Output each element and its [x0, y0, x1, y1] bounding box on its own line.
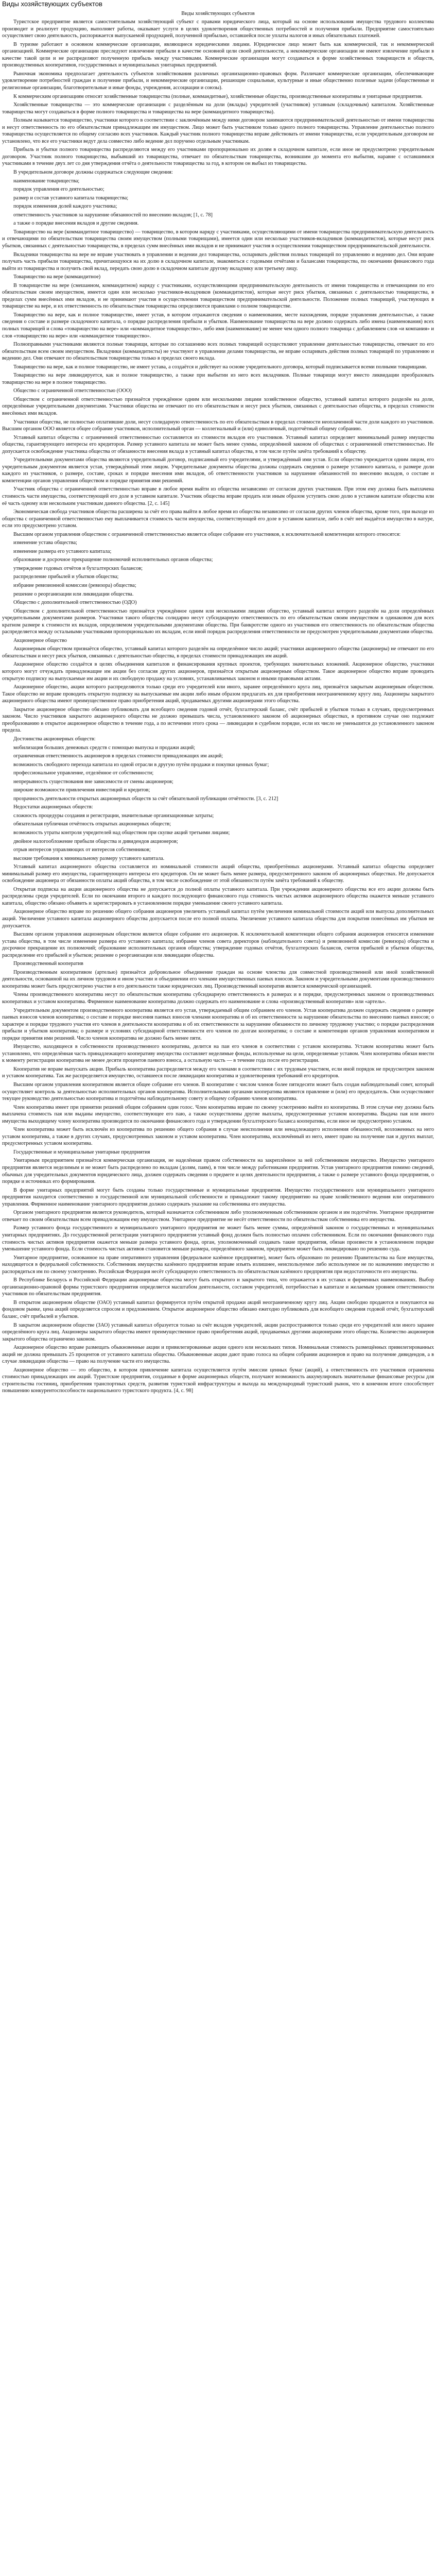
paragraph: Производственный кооператив [13, 961, 83, 967]
paragraph: двойное налогообложение прибыли общества и дивидендов акционеров; [13, 838, 178, 844]
paragraph: образование и досрочное прекращение полномочий исполнительных органов общества; [13, 557, 213, 563]
paragraph: Производственным кооперативом (артелью) признаётся добровольное объединение граждан на основе членства для совместной производственной или иной хозяйственной деятельности, основанной на их личном трудовом и ином участии и объединении его членами имущественных паевых взносов. Законом и учредительными документами производственного кооператива может быть предусмотрено участие в его деятельности также юридических лиц. Производственный кооператив является коммерческой организацией. [2, 969, 434, 989]
paragraph: решение о реорганизации или ликвидации общества. [13, 591, 134, 597]
paragraph: Обществом с ограниченной ответственностью признаётся учреждённое одним или несколькими лицами хозяйственное общество, уставный капитал которого разделён на доли, определённые учредительными документами. Участники общества не отвечают по его обязательствам и несут риск убытков, связанных с деятельностью общества, в пределах стоимости внесённых ими вкладов. [2, 396, 434, 416]
paragraph: Туристское предприятие является самостоятельным хозяйствующий субъект с правами юридического лица, который на основе использования имущества трудового коллектива производит и реализует продукцию, выполняет работы, оказывает услуги в целях удовлетворения общественных потребностей и получения прибыли. Предприятие самостоятельно осуществляет свою деятельность, распоряжается выпускаемой продукцией, полученной прибылью, оставшейся после уплаты налогов и иных обязательных платежей. [2, 19, 434, 39]
paragraph: Акционерное общество, акции которого распределяются только среди его учредителей или иного, заранее определённого круга лиц, признаётся закрытым акционерным обществом. Такое общество не вправе проводить открытую подписку на выпускаемые им акции либо иным образом предлагать их для приобретения неограниченному кругу лиц. Акционеры закрытого акционерного общества имеют преимущественное право приобретения акций, продаваемых другими акционерами этого общества. [2, 684, 434, 704]
paragraph: Органом унитарного предприятия является руководитель, который назначается собственником либо уполномоченным собственником органом и им подотчётен. Унитарное предприятие отвечает по своим обязательствам всем принадлежащим ему имуществом. Унитарное предприятие не несёт ответственности по обязательствам собственника его имущества. [2, 1210, 434, 1223]
paragraph: возможность утраты контроля учредителей над обществом при скупке акций третьими лицами; [13, 829, 230, 836]
paragraph: утверждение годовых отчётов и бухгалтерских балансов; [13, 565, 143, 571]
paragraph: Товарищество на вере, как и полное товарищество, имеет устав, в котором отражаются сведения о наименовании, месте нахождения, порядке управления деятельностью, а также сведения о составе и размере складочного капитала, о порядке распределения прибыли и убытков. Наименование товарищества на вере должно содержать либо имена (наименования) всех полных товарищей и слова «товарищество на вере» или «коммандитное товарищество», либо имя (наименование) не менее чем одного полного товарища с добавлением слов «и компания» и слов «товарищество на вере» или «коммандитное товарищество». [2, 312, 434, 339]
paragraph: Акционерное общество [13, 637, 67, 643]
paragraph: Акционерное общество — это общество, в котором привлечение капитала осуществляется путём эмиссии ценных бумаг (акций), а ответственность его участников ограничена стоимостью принадлежащих им акций. Туристские предприятия, созданные в форме акционерных обществ, получают возможность аккумулировать значительные финансовые ресурсы для строительства гостиниц, приобретения транспортных средств, развития туристской инфраструктуры и выхода на международный туристский рынок, что в конечном итоге способствует повышению конкурентоспособности национального туристского продукта. [4, с. 98] [2, 1367, 434, 1394]
paragraph: прозрачность деятельности открытых акционерных обществ за счёт обязательной публикации отчётности. [3, с. 212] [13, 795, 278, 802]
paragraph: непрерывность существования вне зависимости от смены акционеров; [13, 778, 173, 785]
paragraph: широкие возможности привлечения инвестиций и кредитов; [13, 787, 150, 793]
paragraph: изменение размера его уставного капитала; [13, 548, 112, 554]
page-title: Виды хозяйствующих субъектов [2, 0, 102, 8]
paragraph: Высшим органом управления обществом с ограниченной ответственностью является общее собрание его участников, к исключительной компетенции которого относятся: [13, 531, 401, 537]
paragraph: В закрытом акционерном обществе (ЗАО) уставный капитал образуется только за счёт вкладов учредителей, акции распространяются только среди его учредителей или иного заранее определённого круга лиц. Акционеры закрытого общества имеют преимущественное право приобретения акций, продаваемых другими акционерами этого общества. Количество акционеров закрытого общества ограничено законом. [2, 1322, 434, 1342]
paragraph: К коммерческим организациям относят хозяйственные товарищества (полные, коммандитные), хозяйственные общества, производственные кооперативы и унитарные предприятия. [13, 93, 423, 99]
paragraph: Хозяйственные товарищества — это коммерческие организации с разделённым на доли (вклады) учредителей (участников) уставным (складочным) капиталом. Хозяйственные товарищества могут создаваться в форме полного товарищества и товарищества на вере (коммандитного товарищества). [2, 102, 434, 115]
paragraph: Акционерным обществом признаётся общество, уставный капитал которого разделён на определённое число акций; участники акционерного общества (акционеры) не отвечают по его обязательствам и несут риск убытков, связанных с деятельностью общества, в пределах стоимости принадлежащих им акций. [2, 646, 434, 659]
paragraph: Участник общества с ограниченной ответственностью вправе в любое время выйти из общества независимо от согласия других участников. При этом ему должна быть выплачена стоимость части имущества, соответствующей его доле в уставном капитале. Участник общества вправе продать или иным образом уступить свою долю в уставном капитале общества или её часть одному или нескольким участникам данного общества. [2, с. 145] [2, 486, 434, 506]
paragraph: Акционерное общество вправе размещать обыкновенные акции и привилегированные акции одного или нескольких типов. Номинальная стоимость размещённых привилегированных акций не должна превышать 25 процентов от уставного капитала общества. Обыкновенные акции дают право голоса на общем собрании акционеров и право на получение дивидендов, а в случае ликвидации общества — право на получение части его имущества. [2, 1345, 434, 1365]
paragraph: Экономическая свобода участников общества расширена за счёт его права выйти в любое время из общества независимо от согласия других членов общества, кроме того, при выходе из общества с ограниченной ответственностью ему выплачивается стоимость части имущества, соответствующей его доле в уставном капитале, либо в счёт неё выдаётся имущество в натуре, если это предусмотрено уставом. [2, 509, 434, 529]
paragraph: В форме унитарных предприятий могут быть созданы только государственные и муниципальные предприятия. Имущество государственного или муниципального унитарного предприятия находится соответственно в государственной или муниципальной собственности и принадлежит такому предприятию на праве хозяйственного ведения или оперативного управления. Фирменное наименование унитарного предприятия должно содержать указание на собственника его имущества. [2, 1187, 434, 1207]
paragraph: Унитарное предприятие, основанное на праве оперативного управления (федеральное казённое предприятие), может быть образовано по решению Правительства на базе имущества, находящегося в федеральной собственности. Собственник имущества казённого предприятия вправе изъять излишнее, неиспользуемое либо используемое не по назначению имущество и распорядиться им по своему усмотрению. Российская Федерация несёт субсидиарную ответственность по обязательствам казённого предприятия при недостаточности его имущества. [2, 1255, 434, 1275]
paragraph: ответственность участников за нарушение обязанностей по внесению вкладов; [1, с. 78] [13, 212, 213, 218]
paragraph: Участники общества, не полностью оплатившие доли, несут солидарную ответственность по его обязательствам в пределах стоимости неоплаченной части доли каждого из участников. Высшим органом ООО является общее собрание участников, исполнительный орган — коллегиальный и (или) единоличный, подотчётный общему собранию. [2, 419, 434, 432]
paragraph: Члены производственного кооператива несут по обязательствам кооператива субсидиарную ответственность в размерах и в порядке, предусмотренных законом о производственных кооперативах и уставом кооператива. Фирменное наименование кооператива должно содержать его наименование и слова «производственный кооператив» или «артель». [2, 992, 434, 1005]
paragraph: В открытом акционерном обществе (ОАО) уставный капитал формируется путём открытой продажи акций неограниченному кругу лиц. Акции свободно продаются и покупаются на фондовом рынке, цена акций определяется спросом и предложением. Открытое акционерное общество обязано ежегодно публиковать для всеобщего сведения годовой отчёт, бухгалтерский баланс, счёт прибылей и убытков. [2, 1299, 434, 1319]
article-subtitle: Виды хозяйствующих субъектов [181, 10, 255, 16]
paragraph: Недостатки акционерных обществ: [13, 804, 93, 810]
paragraph: Акционерное общество создаётся в целях объединения капиталов и финансирования крупных проектов, требующих значительных вложений. Акционерное общество, участники которого могут отчуждать принадлежащие им акции без согласия других акционеров, признаётся открытым акционерным обществом. Такое акционерное общество вправе проводить открытую подписку на выпускаемые им акции и их свободную продажу на условиях, устанавливаемых законом и иными правовыми актами. [2, 662, 434, 682]
paragraph: Закрытое акционерное общество обязано публиковать для всеобщего сведения годовой отчёт, бухгалтерский баланс, счёт прибылей и убытков только в случаях, предусмотренных законом. Число участников закрытого акционерного общества не должно превышать числа, установленного законом об акционерных обществах, в противном случае оно подлежит преобразованию в открытое акционерное общество в течение года, а по истечении этого срока — ликвидации в судебном порядке, если их число не уменьшится до установленного законом предела. [2, 706, 434, 734]
paragraph: Акционерное общество вправе по решению общего собрания акционеров увеличить уставный капитал путём увеличения номинальной стоимости акций или выпуска дополнительных акций. Увеличение уставного капитала акционерного общества допускается после его полной оплаты. Увеличение уставного капитала общества для покрытия понесённых им убытков не допускается. [2, 909, 434, 929]
paragraph: Товарищество на вере (коммандитное товарищество) — товарищество, в котором наряду с участниками, осуществляющими от имени товарищества предпринимательскую деятельность и отвечающими по обязательствам товарищества своим имуществом (полными товарищами), имеется один или несколько участников-вкладчиков (коммандитистов), которые несут риск убытков, связанных с деятельностью товарищества, в пределах сумм внесённых ими вкладов и не принимают участия в осуществлении товариществом предпринимательской деятельности. [2, 229, 434, 249]
paragraph: Вкладчики товарищества на вере не вправе участвовать в управлении и ведении дел товарищества, оспаривать действия полных товарищей по управлению и ведению дел. Они вправе получать часть прибыли товарищества, причитающуюся на их долю в складочном капитале, знакомиться с годовыми отчётами и балансами товарищества, по окончании финансового года выйти из товарищества и получить свой вклад, передать свою долю в складочном капитале другому вкладчику или третьему лицу. [2, 251, 434, 272]
paragraph: Унитарным предприятием признаётся коммерческая организация, не наделённая правом собственности на закреплённое за ней собственником имущество. Имущество унитарного предприятия является неделимым и не может быть распределено по вкладам (долям, паям), в том числе между работниками предприятия. Устав унитарного предприятия помимо сведений, обычных для учредительных документов юридического лица, должен содержать сведения о предмете и целях деятельности предприятия, а также о размере уставного фонда предприятия, о порядке и источниках его формирования. [2, 1158, 434, 1185]
paragraph: распределение прибылей и убытков общества; [13, 574, 119, 580]
paragraph: Товарищество на вере, как и полное товарищество, не имеет устава, а создаётся и действует на основе учредительного договора, который подписывается всеми полными товарищами. [13, 364, 427, 370]
paragraph: обязательная публичная отчётность открытых акционерных обществ; [13, 821, 171, 827]
paragraph: Член кооператива может быть исключён из кооператива по решению общего собрания в случае неисполнения или ненадлежащего исполнения обязанностей, возложенных на него уставом кооператива, а также в других случаях, предусмотренных законом и уставом кооператива. Член кооператива, исключённый из него, имеет право на получение пая и других выплат, предусмотренных уставом кооператива. [2, 1127, 434, 1147]
paragraph: Размер уставного фонда государственного и муниципального унитарного предприятия не может быть менее суммы, определённой законом о государственных и муниципальных унитарных предприятиях. До государственной регистрации унитарного предприятия уставный фонд должен быть полностью оплачен собственником. Если по окончании финансового года стоимость чистых активов предприятия окажется меньше размера уставного фонда, орган, уполномоченный создавать такие предприятия, обязан произвести в установленном порядке уменьшение уставного фонда. Если стоимость чистых активов становится меньше размера, определённого законом, предприятие может быть ликвидировано по решению суда. [2, 1225, 434, 1252]
paragraph: Государственные и муниципальные унитарные предприятия [13, 1149, 150, 1155]
paragraph: Товарищество на вере (коммандитное) [13, 274, 101, 280]
paragraph: Имущество, находящееся в собственности производственного кооператива, делится на паи его членов в соответствии с уставом кооператива. Уставом кооператива может быть установлено, что определённая часть принадлежащего кооперативу имущества составляет неделимые фонды, используемые на цели, определяемые уставом. Член кооператива обязан внести к моменту регистрации кооператива не менее десяти процентов паевого взноса, а остальную часть — в течение года после его регистрации. [2, 1044, 434, 1064]
paragraph: Полным называется товарищество, участники которого в соответствии с заключённым между ними договором занимаются предпринимательской деятельностью от имени товарищества и несут ответственность по его обязательствам принадлежащим им имуществом. Лицо может быть участником только одного полного товарищества. Управление деятельностью полного товарищества осуществляется по общему согласию всех участников. Каждый участник полного товарищества вправе действовать от имени товарищества, если учредительным договором не установлено, что все его участники ведут дела совместно либо ведение дел поручено отдельным участникам. [2, 117, 434, 144]
paragraph: Уставный капитал общества с ограниченной ответственностью составляется из стоимости вкладов его участников. Уставный капитал определяет минимальный размер имущества общества, гарантирующего интересы его кредиторов. Размер уставного капитала не может быть менее суммы, определённой законом об обществах с ограниченной ответственностью. Не допускается освобождение участника общества от обязанности внесения вклада в уставный капитал общества, в том числе путём зачёта требований к обществу. [2, 434, 434, 454]
paragraph: Уставный капитал акционерного общества составляется из номинальной стоимости акций общества, приобретённых акционерами. Уставный капитал общества определяет минимальный размер его имущества, гарантирующего интересы его кредиторов. Он не может быть менее размера, предусмотренного законом об акционерных обществах. Не допускается освобождение акционера от обязанности оплаты акций общества, в том числе освобождение от этой обязанности путём зачёта требований к обществу. [2, 864, 434, 884]
paragraph: В Республике Беларусь и Российской Федерации акционерные общества могут быть открытого и закрытого типа, что отражается в их уставах и фирменных наименованиях. Выбор организационно-правовой формы туристского предприятия определяется масштабом деятельности, составом учредителей, потребностью в капитале и желаемым уровнем ответственности участников по обязательствам предприятия. [2, 1277, 434, 1297]
paragraph: изменение устава общества; [13, 540, 77, 546]
paragraph: Кооператив не вправе выпускать акции. Прибыль кооператива распределяется между его членами в соответствии с их трудовым участием, если иной порядок не предусмотрен законом и уставом кооператива. Так же распределяется имущество, оставшееся после ликвидации кооператива и удовлетворения требований его кредиторов. [2, 1066, 434, 1079]
paragraph: наименование товарищества; [13, 178, 80, 184]
paragraph: высокие требования к минимальному размеру уставного капитала. [13, 855, 165, 861]
paragraph: а также о порядке внесения вкладов и другие сведения. [13, 221, 139, 227]
paragraph: В товариществе на вере (смешанном, коммандитном) наряду с участниками, осуществляющими предпринимательскую деятельность от имени товарищества и отвечающими по его обязательствам своим имуществом, имеется один или несколько участников-вкладчиков (коммандитистов), которые несут риск убытков, связанных с деятельностью товарищества, в пределах сумм внесённых ими вкладов, и не принимают участия в осуществлении товариществом предпринимательской деятельности. Положение полных товарищей, участвующих в товариществе на вере, и их ответственность по обязательствам товарищества определяются правилами о полном товариществе. [2, 282, 434, 310]
paragraph: ограниченная ответственность акционеров в пределах стоимости принадлежащих им акций; [13, 753, 223, 759]
paragraph: возможность свободного перехода капитала из одной отрасли в другую путём продажи и покупки ценных бумаг; [13, 761, 269, 768]
paragraph: Высшим органом управления кооперативом является общее собрание его членов. В кооперативе с числом членов более пятидесяти может быть создан наблюдательный совет, который осуществляет контроль за деятельностью исполнительных органов кооператива. Исполнительными органами кооператива являются правление и (или) его председатель. Они осуществляют текущее руководство деятельностью кооператива и подотчётны наблюдательному совету и общему собранию членов кооператива. [2, 1082, 434, 1102]
paragraph: Учредительным документом производственного кооператива является его устав, утверждаемый общим собранием его членов. Устав кооператива должен содержать сведения о размере паевых взносов членов кооператива; о составе и порядке внесения паевых взносов членами кооператива и об их ответственности за нарушение обязательства по внесению паевых взносов; о характере и порядке трудового участия его членов в деятельности кооператива и об их ответственности за нарушение обязанности по личному трудовому участию; о порядке распределения прибыли и убытков кооператива; о размере и условиях субсидиарной ответственности его членов по долгам кооператива; о составе и компетенции органов управления кооперативом и порядке принятия ими решений. Число членов кооператива не должно быть менее пяти. [2, 1007, 434, 1041]
paragraph: Общество с дополнительной ответственностью (ОДО) [13, 600, 137, 606]
paragraph: избрание ревизионной комиссии (ревизора) общества; [13, 583, 136, 589]
article-body [2, 19, 434, 1395]
paragraph: порядок изменения долей каждого участника; [13, 204, 117, 210]
paragraph: отрыв интересов управляющих от интересов собственников; [13, 847, 151, 853]
paragraph: Товарищество на вере ликвидируется, как и полное товарищество, а также при выбытии из него всех вкладчиков. Полные товарищи могут вместо ликвидации преобразовать товарищество на вере в полное товарищество. [2, 372, 434, 385]
paragraph: Рыночная экономика предполагает деятельность субъектов хозяйствования различных организационно-правовых форм. Различают коммерческие организации, обеспечивающие удовлетворение потребностей граждан и получение прибыли, и некоммерческие организации, решающие социальные, культурные и иные общественно полезные задачи (общественные и религиозные организации, благотворительные и иные фонды, учреждения, ассоциации и союзы). [2, 71, 434, 91]
paragraph: размер и состав уставного капитала товарищества; [13, 195, 129, 201]
paragraph: В учредительном договоре должны содержаться следующие сведения: [13, 170, 173, 176]
paragraph: профессиональное управление, отделённое от собственности; [13, 770, 154, 776]
paragraph: сложность процедуры создания и регистрации, значительные организационные затраты; [13, 812, 214, 819]
paragraph: Достоинства акционерных обществ: [13, 736, 96, 742]
paragraph: В туризме работают в основном коммерческие организации, являющиеся юридическими лицами. Юридическое лицо может быть как коммерческой, так и некоммерческой организацией. Коммерческие организации преследуют извлечение прибыли в качестве основной цели своей деятельности, а некоммерческие организации не имеют извлечение прибыли в качестве такой цели и не распределяют полученную прибыль между участниками. Коммерческие организации могут создаваться в форме хозяйственных товариществ и обществ, производственных кооперативов, государственных и муниципальных унитарных предприятий. [2, 41, 434, 69]
paragraph: порядок управления его деятельностью; [13, 187, 104, 193]
paragraph: Член кооператива имеет при принятии решений общим собранием один голос. Член кооператива вправе по своему усмотрению выйти из кооператива. В этом случае ему должна быть выплачена стоимость пая или выданы имущество, соответствующее его паю, а также осуществлены другие выплаты, предусмотренные уставом кооператива. Выдача пая или иного имущества выходящему члену кооператива производится по окончании финансового года и утверждении бухгалтерского баланса кооператива, если иное не предусмотрено уставом. [2, 1104, 434, 1124]
paragraph: Высшим органом управления акционерным обществом является общее собрание его акционеров. К исключительной компетенции общего собрания акционеров относятся изменение устава общества, в том числе изменение размера его уставного капитала; избрание членов совета директоров (наблюдательного совета) и ревизионной комиссии (ревизора) общества и досрочное прекращение их полномочий; образование исполнительных органов общества; утверждение годовых отчётов, бухгалтерских балансов, счетов прибылей и убытков общества, распределение его прибылей и убытков; решение о реорганизации или ликвидации общества. [2, 931, 434, 958]
paragraph: мобилизация больших денежных средств с помощью выпуска и продажи акций; [13, 744, 196, 751]
paragraph: Полноправными участниками являются полные товарищи, которые по соглашению всех полных товарищей осуществляют управление деятельностью товарищества, отвечают по его обязательствам всем своим имуществом. Вкладчики (коммандитисты) не участвуют в управлении делами товарищества, не вправе оспаривать действия полных товарищей по управлению и ведению дел. Они отвечают по обязательствам товарищества только в пределах своего вклада. [2, 342, 434, 362]
paragraph: Открытая подписка на акции акционерного общества не допускается до полной оплаты уставного капитала. При учреждении акционерного общества все его акции должны быть распределены среди учредителей. Если по окончании второго и каждого последующего финансового года стоимость чистых активов акционерного общества окажется меньше уставного капитала, общество обязано объявить и зарегистрировать в установленном порядке уменьшение своего уставного капитала. [2, 886, 434, 906]
paragraph: Учредительными документами общества являются учредительный договор, подписанный его учредителями, и утверждённый ими устав. Если общество учреждается одним лицом, его учредительным документом является устав, утверждённый этим лицом. Учредительные документы общества должны содержать сведения о размере уставного капитала, о размере доли каждого из участников, о размере, составе, сроках и порядке внесения ими вкладов, об ответственности участников за нарушение обязанностей по внесению вкладов, о составе и компетенции органов управления обществом и порядке принятия ими решений. [2, 457, 434, 484]
paragraph: Прибыль и убытки полного товарищества распределяются между его участниками пропорционально их долям в складочном капитале, если иное не предусмотрено учредительным договором. Участник полного товарищества, выбывший из товарищества, отвечает по обязательствам товарищества, возникшим до момента его выбытия, наравне с оставшимися участниками в течение двух лет со дня утверждения отчёта о деятельности товарищества за год, в котором он выбыл из товарищества. [2, 147, 434, 167]
paragraph: Обществом с дополнительной ответственностью признаётся учреждённое одним или несколькими лицами общество, уставный капитал которого разделён на доли определённых учредительными документами размеров. Участники такого общества солидарно несут субсидиарную ответственность по его обязательствам своим имуществом в одинаковом для всех кратном размере к стоимости их вкладов, определяемом учредительными документами общества. При банкротстве одного из участников его ответственность по обязательствам общества распределяется между остальными участниками пропорционально их вкладам, если иной порядок распределения ответственности не предусмотрен учредительными документами общества. [2, 608, 434, 635]
paragraph: Общество с ограниченной ответственностью (ООО) [13, 388, 132, 394]
